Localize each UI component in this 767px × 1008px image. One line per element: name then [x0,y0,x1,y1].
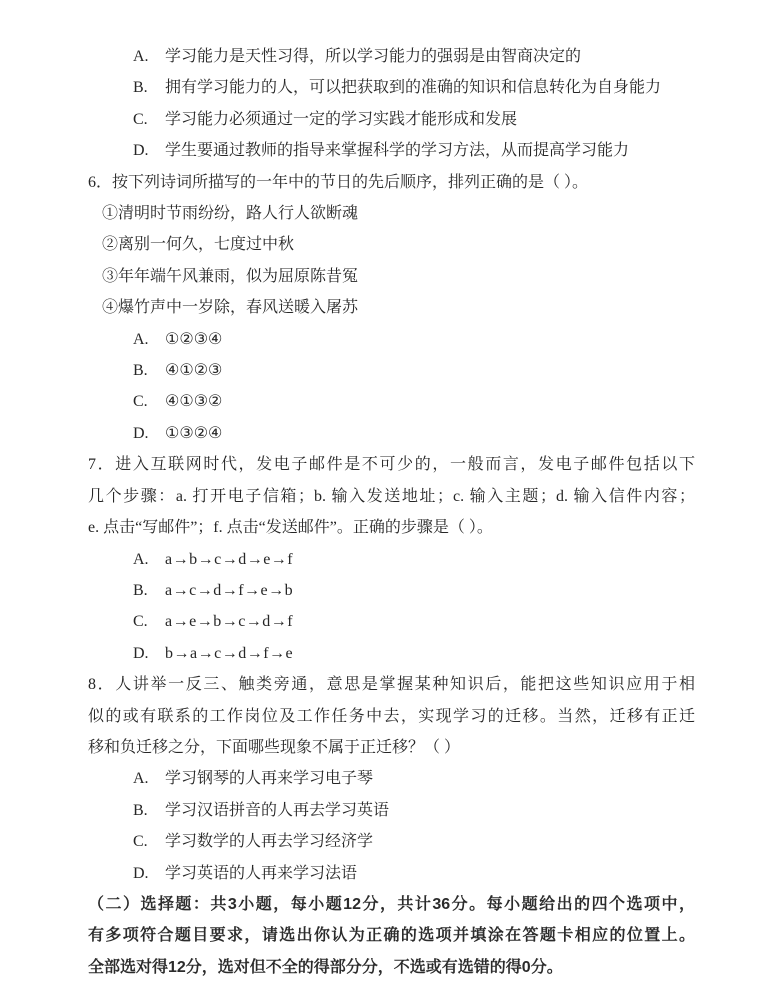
option-text: 学习能力必须通过一定的学习实践才能形成和发展 [165,110,518,128]
option-text: ①②③④ [165,330,223,348]
q6-item-2: ②离别一何久，七度过中秋 [102,236,295,254]
q5-option-b [88,72,695,103]
q7-stem-line-3: e. 点击“写邮件”；f. 点击“发送邮件”。正确的步骤是（ ）。 [88,519,493,537]
q6-option-a [88,324,695,355]
q8-stem-line-1: 8．人讲举一反三、触类旁通，意思是掌握某种知识后，能把这些知识应用于相 [88,676,695,694]
option-label: B. [133,79,148,97]
option-text: 学习汉语拼音的人再去学习英语 [165,801,390,819]
q7-option-a [88,544,695,575]
section2-line-1: （二）选择题：共3小题，每小题12分，共计36分。每小题给出的四个选项中， [88,895,695,913]
option-text: ①③②④ [165,424,223,442]
q6-item-4: ④爆竹声中一岁除，春风送暖入屠苏 [102,299,359,317]
q7-option-b [88,575,695,606]
section2-line-2: 有多项符合题目要求，请选出你认为正确的选项并填涂在答题卡相应的位置上。 [88,927,695,945]
option-label: B. [133,362,148,380]
option-label: D. [133,864,149,882]
option-label: D. [133,644,149,662]
option-label: D. [133,424,149,442]
option-label: A. [133,330,149,348]
option-text: a→b→c→d→e→f [165,550,294,568]
option-text: b→a→c→d→f→e [165,644,294,662]
q8-stem-line-2: 似的或有联系的工作岗位及工作任务中去，实现学习的迁移。当然，迁移有正迁 [88,707,695,725]
document-content [88,41,695,983]
q6-option-c [88,386,695,417]
q6-stem: 6．按下列诗词所描写的一年中的节日的先后顺序，排列正确的是（ ）。 [88,173,589,191]
option-label: A. [133,770,149,788]
option-text: 学习数学的人再去学习经济学 [165,833,374,851]
option-text: 拥有学习能力的人，可以把获取到的准确的知识和信息转化为自身能力 [165,79,662,97]
q5-option-a [88,41,695,72]
q8-option-c [88,826,695,857]
option-text: 学生要通过教师的指导来掌握科学的学习方法，从而提高学习能力 [165,142,630,160]
q8-stem-line-3: 移和负迁移之分，下面哪些现象不属于正迁移？（ ） [88,738,461,756]
option-label: C. [133,110,148,128]
q8-option-d [88,858,695,889]
option-text: a→c→d→f→e→b [165,581,294,599]
section2-line-3: 全部选对得12分，选对但不全的得部分分，不选或有选错的得0分。 [88,958,563,976]
q6-option-d [88,418,695,449]
q6-option-b [88,355,695,386]
q6-item-1: ①清明时节雨纷纷，路人行人欲断魂 [102,205,359,223]
q6-item-3: ③年年端午风兼雨，似为屈原陈昔冤 [102,267,359,285]
q7-stem-line-2: 几个步骤：a. 打开电子信箱；b. 输入发送地址；c. 输入主题；d. 输入信件内容； [88,487,695,505]
option-label: B. [133,581,148,599]
q5-option-d [88,135,695,166]
option-label: A. [133,550,149,568]
option-text: 学习钢琴的人再来学习电子琴 [165,770,374,788]
q7-stem-line-1: 7．进入互联网时代，发电子邮件是不可少的，一般而言，发电子邮件包括以下 [88,456,695,474]
q8-option-b [88,795,695,826]
option-text: a→e→b→c→d→f [165,613,294,631]
option-text: 学习能力是天性习得，所以学习能力的强弱是由智商决定的 [165,48,582,65]
option-text: ④①②③ [165,362,223,380]
option-text: 学习英语的人再来学习法语 [165,864,358,882]
q5-option-c [88,104,695,135]
option-label: A. [133,48,149,65]
option-label: C. [133,613,148,631]
option-label: D. [133,142,149,160]
option-label: B. [133,801,148,819]
option-text: ④①③② [165,393,223,411]
q8-option-a [88,763,695,794]
option-label: C. [133,833,148,851]
q7-option-c [88,606,695,637]
option-label: C. [133,393,148,411]
q7-option-d [88,638,695,669]
